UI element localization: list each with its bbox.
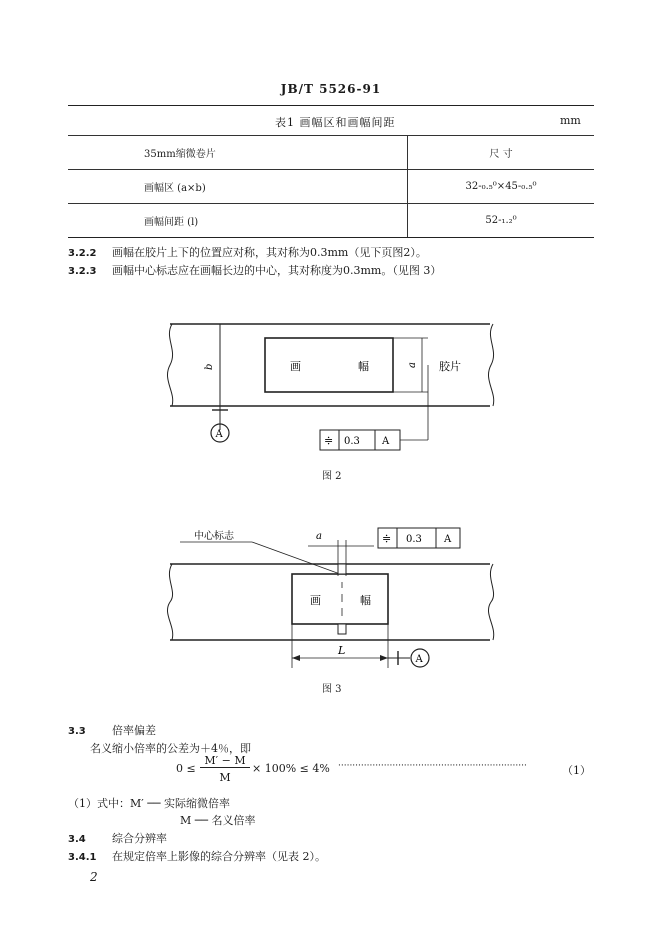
clause-text: 在规定倍率上影像的综合分辨率（见表 2）。 xyxy=(112,850,326,863)
datum-label: A xyxy=(415,654,423,665)
dim-a-label: a xyxy=(407,362,418,368)
formula-rhs: × 100% ≤ 4% xyxy=(252,762,330,775)
tolerance-datum: A xyxy=(382,436,390,447)
clause-number: 3.3 xyxy=(68,726,86,737)
formula-lhs: 0 ≤ xyxy=(176,762,196,775)
tolerance-datum: A xyxy=(444,534,452,545)
clause-number: 3.4 xyxy=(68,834,86,845)
table-cell: 画幅间距 (l) xyxy=(68,204,408,238)
where-line-1: （1）式中：M′ ── 实际缩微倍率 xyxy=(68,797,230,810)
where-line-2: M ── 名义倍率 xyxy=(180,814,256,827)
center-mark-label: 中心标志 xyxy=(194,531,234,542)
formula-numerator: M′ − M xyxy=(200,754,250,768)
clause-text: 画幅在胶片上下的位置应对称，其对称为0.3mm（见下页图2）。 xyxy=(112,246,427,259)
center-mark-top xyxy=(338,564,346,574)
formula-leader-dots: ·································································· xyxy=(338,761,527,771)
clause-3-3 xyxy=(68,722,156,738)
clause-title: 综合分辨率 xyxy=(112,832,167,845)
table-title: 表1 画幅区和画幅间距 xyxy=(275,116,396,129)
frame-rect xyxy=(265,338,393,392)
clause-3-3-text: 名义缩小倍率的公差为＋4％，即 xyxy=(90,742,251,755)
formula-number: （1） xyxy=(562,764,591,777)
frame-label-left: 画 xyxy=(310,594,321,607)
clause-number: 3.2.3 xyxy=(68,266,97,277)
clause-number: 3.2.2 xyxy=(68,248,97,259)
standard-number: JB/T 5526-91 xyxy=(280,82,382,96)
tolerance-value: 0.3 xyxy=(406,534,422,545)
clause-text: 画幅中心标志应在画幅长边的中心，其对称度为0.3mm。（见图 3） xyxy=(112,264,442,277)
table-cell: 32-₀.₅⁰×45-₀.₅⁰ xyxy=(408,170,595,204)
clause-title: 倍率偏差 xyxy=(112,724,156,737)
frame-label-right: 幅 xyxy=(358,360,369,373)
figure-2-caption: 图 2 xyxy=(322,471,342,482)
table-row xyxy=(68,136,594,170)
table-cell: 画幅区 (a×b) xyxy=(68,170,408,204)
formula-denominator: M xyxy=(219,771,231,784)
frame-label-left: 画 xyxy=(290,360,301,373)
clause-3-2-3 xyxy=(68,262,441,278)
clause-number: 3.4.1 xyxy=(68,852,97,863)
table-cell: 35mm缩微卷片 xyxy=(68,136,408,170)
center-mark-bottom xyxy=(338,624,346,634)
header-rule xyxy=(68,105,594,106)
figure-3-caption: 图 3 xyxy=(322,684,342,695)
figure-3 xyxy=(160,522,505,672)
dim-a-label: a xyxy=(316,531,322,542)
datum-label: A xyxy=(215,429,223,440)
spec-table xyxy=(68,135,594,238)
frame-rect xyxy=(292,574,388,624)
table-row xyxy=(68,204,594,238)
page-number: 2 xyxy=(90,870,98,884)
symmetry-icon: ≑ xyxy=(382,532,392,545)
frame-label-right: 幅 xyxy=(360,594,371,607)
table-unit: mm xyxy=(560,114,581,127)
tolerance-value: 0.3 xyxy=(344,436,360,447)
dim-l-label: L xyxy=(338,644,346,657)
dim-b-label: b xyxy=(204,363,215,370)
table-row xyxy=(68,170,594,204)
table-cell: 尺 寸 xyxy=(408,136,595,170)
clause-3-4-1 xyxy=(68,848,326,864)
symmetry-icon: ≑ xyxy=(324,434,334,447)
film-label: 胶片 xyxy=(439,360,461,373)
clause-3-2-2 xyxy=(68,244,427,260)
figure-2 xyxy=(160,318,505,458)
table-cell: 52-₁.₂⁰ xyxy=(408,204,595,238)
clause-3-4 xyxy=(68,830,167,846)
